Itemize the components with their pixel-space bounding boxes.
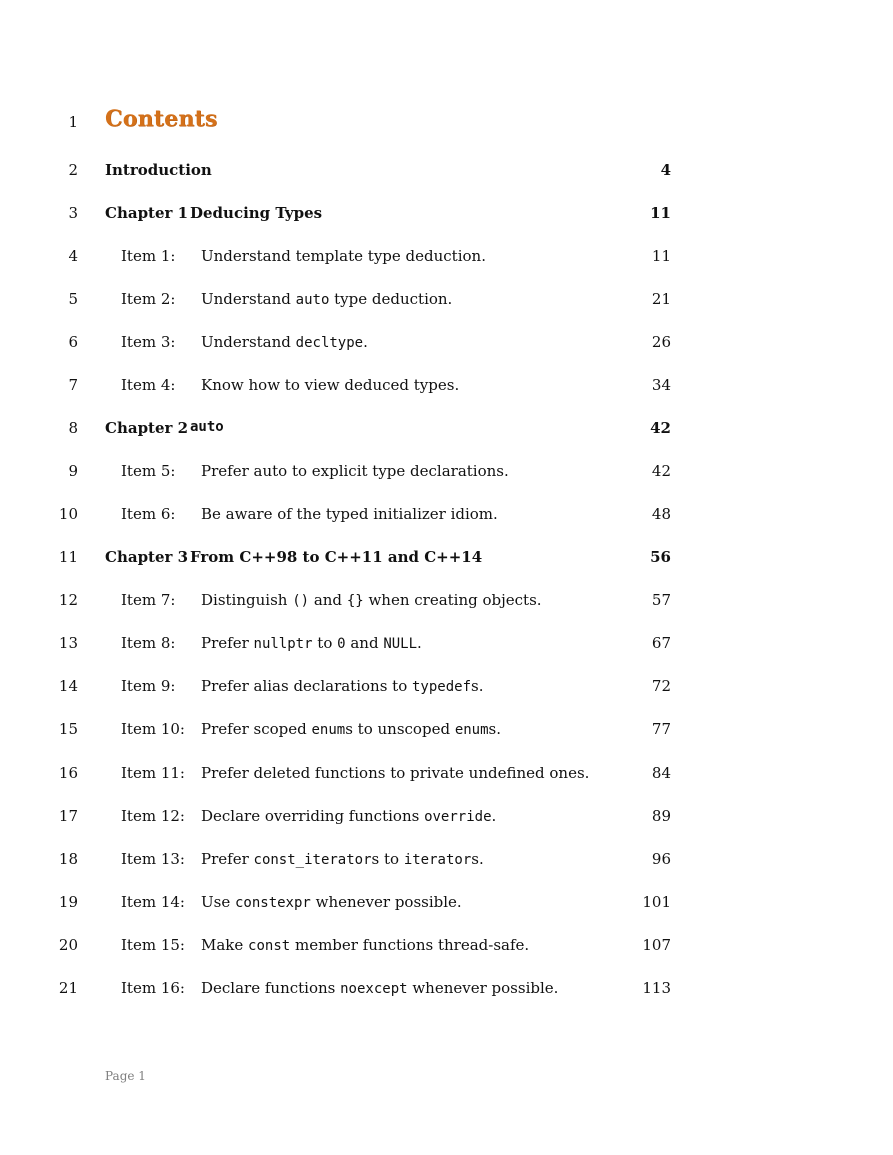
code-term: enum — [454, 722, 489, 738]
toc-item-title-link[interactable] — [201, 290, 452, 308]
item-text: type deduction. — [329, 290, 453, 308]
code-term: typedef — [412, 679, 472, 695]
item-text: Understand template type deduction. — [201, 247, 486, 265]
item-text: s to unscoped — [345, 720, 455, 738]
toc-introduction-link[interactable]: Introduction — [105, 161, 212, 179]
line-number: 21 — [58, 979, 78, 997]
item-text: s. — [471, 850, 484, 868]
toc-item-label: Item 12: — [121, 807, 185, 825]
item-text: Understand — [201, 333, 296, 351]
toc-item-title-link[interactable] — [201, 677, 483, 695]
code-term: const_iterator — [253, 852, 372, 868]
item-text: Declare functions — [201, 979, 341, 997]
code-term: decltype — [295, 335, 364, 351]
code-term: constexpr — [234, 895, 311, 911]
toc-page-number: 57 — [651, 591, 671, 609]
toc-page-number: 21 — [651, 290, 671, 308]
toc-page-number: 113 — [642, 979, 671, 997]
item-text: Prefer auto to explicit type declarations. — [201, 462, 509, 480]
toc-page-number: 26 — [651, 333, 671, 351]
toc-item-title-link[interactable] — [201, 936, 529, 954]
toc-item-label: Item 8: — [121, 634, 176, 652]
line-number: 7 — [68, 376, 78, 394]
item-text: Understand — [201, 290, 296, 308]
toc-chapter-title-link[interactable]: Deducing Types — [190, 204, 323, 222]
toc-item-title-link[interactable] — [201, 333, 368, 351]
toc-page-number: 48 — [651, 505, 671, 523]
page-footer: Page 1 — [105, 1069, 146, 1083]
line-number: 8 — [68, 419, 78, 437]
code-term: auto — [295, 292, 330, 308]
toc-page-number: 89 — [651, 807, 671, 825]
item-text: whenever possible. — [310, 893, 462, 911]
toc-page-number: 77 — [651, 720, 671, 738]
toc-item-label: Item 4: — [121, 376, 176, 394]
toc-item-label: Item 3: — [121, 333, 176, 351]
item-text: Prefer — [201, 850, 254, 868]
code-term: 0 — [337, 636, 346, 652]
toc-page-number: 96 — [651, 850, 671, 868]
line-number: 10 — [58, 505, 78, 523]
item-text: . — [417, 634, 422, 652]
contents-heading: Contents — [105, 106, 218, 132]
line-number: 17 — [58, 807, 78, 825]
line-number: 16 — [58, 764, 78, 782]
toc-item-label: Item 15: — [121, 936, 185, 954]
toc-page-number: 84 — [651, 764, 671, 782]
line-number: 11 — [58, 548, 78, 566]
item-text: Use — [201, 893, 235, 911]
line-number: 15 — [58, 720, 78, 738]
toc-item-label: Item 14: — [121, 893, 185, 911]
toc-item-title-link[interactable] — [201, 893, 462, 911]
code-term: {} — [346, 593, 364, 609]
item-text: and — [345, 634, 384, 652]
toc-item-title-link[interactable] — [201, 376, 459, 394]
item-text: member functions thread-safe. — [290, 936, 530, 954]
item-text: and — [309, 591, 347, 609]
toc-page-number: 67 — [651, 634, 671, 652]
code-term: iterator — [403, 852, 472, 868]
toc-item-title-link[interactable] — [201, 505, 498, 523]
toc-item-title-link[interactable] — [201, 764, 589, 782]
toc-chapter-label: Chapter 1 — [105, 204, 189, 222]
line-number: 12 — [58, 591, 78, 609]
toc-item-title-link[interactable] — [201, 979, 558, 997]
toc-page-number: 11 — [650, 204, 671, 222]
toc-item-label: Item 7: — [121, 591, 176, 609]
line-number: 19 — [58, 893, 78, 911]
toc-item-title-link[interactable] — [201, 462, 509, 480]
item-text: Know how to view deduced types. — [201, 376, 460, 394]
toc-item-title-link[interactable] — [201, 850, 484, 868]
item-text: Make — [201, 936, 249, 954]
code-term: override — [424, 809, 492, 825]
line-number: 1 — [68, 113, 78, 131]
item-text: Prefer alias declarations to — [201, 677, 412, 695]
code-term: () — [292, 593, 310, 609]
toc-item-label: Item 10: — [121, 720, 185, 738]
toc-item-title-link[interactable] — [201, 720, 501, 738]
toc-item-label: Item 1: — [121, 247, 176, 265]
item-text: s. — [471, 677, 484, 695]
toc-item-label: Item 13: — [121, 850, 185, 868]
toc-item-label: Item 16: — [121, 979, 185, 997]
item-text: Be aware of the typed initializer idiom. — [201, 505, 498, 523]
item-text: when creating objects. — [363, 591, 542, 609]
toc-item-label: Item 11: — [121, 764, 185, 782]
code-term: const — [248, 938, 291, 954]
code-term: enum — [311, 722, 346, 738]
line-number: 6 — [68, 333, 78, 351]
line-number: 9 — [68, 462, 78, 480]
toc-item-label: Item 2: — [121, 290, 176, 308]
toc-page-number: 72 — [651, 677, 671, 695]
item-text: Distinguish — [201, 591, 293, 609]
item-text: . — [363, 333, 368, 351]
toc-page-number: 4 — [660, 161, 671, 179]
toc-chapter-label: Chapter 3 — [105, 548, 189, 566]
item-text: to — [312, 634, 338, 652]
toc-page-number: 42 — [651, 462, 671, 480]
toc-page-number: 11 — [651, 247, 671, 265]
line-number: 4 — [68, 247, 78, 265]
toc-chapter-title-link[interactable]: From C++98 to C++11 and C++14 — [190, 548, 483, 566]
line-number: 18 — [58, 850, 78, 868]
line-number: 13 — [58, 634, 78, 652]
toc-item-label: Item 6: — [121, 505, 176, 523]
toc-page-number: 34 — [651, 376, 671, 394]
toc-item-label: Item 9: — [121, 677, 176, 695]
toc-item-title-link[interactable] — [201, 634, 422, 652]
item-text: s to — [371, 850, 404, 868]
toc-item-title-link[interactable] — [201, 591, 542, 609]
toc-item-title-link[interactable] — [201, 247, 486, 265]
toc-page-number: 101 — [642, 893, 671, 911]
line-number: 14 — [58, 677, 78, 695]
toc-item-label: Item 5: — [121, 462, 176, 480]
toc-chapter-label: Chapter 2 — [105, 419, 189, 437]
toc-item-title-link[interactable] — [201, 807, 496, 825]
line-number: 3 — [68, 204, 78, 222]
item-text: Prefer — [201, 634, 254, 652]
item-text: Prefer scoped — [201, 720, 312, 738]
item-text: whenever possible. — [407, 979, 559, 997]
toc-page-number: 42 — [650, 419, 671, 437]
toc-page-number: 56 — [650, 548, 671, 566]
item-text: Declare overriding functions — [201, 807, 425, 825]
item-text: . — [491, 807, 497, 825]
line-number: 2 — [68, 161, 78, 179]
item-text: Prefer deleted functions to private undefined ones. — [201, 764, 590, 782]
toc-page-number: 107 — [642, 936, 671, 954]
line-number: 20 — [58, 936, 78, 954]
toc-chapter-title-link[interactable]: auto — [190, 419, 224, 435]
code-term: NULL — [383, 636, 418, 652]
code-term: noexcept — [340, 981, 408, 997]
item-text: s. — [488, 720, 501, 738]
line-number: 5 — [68, 290, 78, 308]
code-term: nullptr — [253, 636, 313, 652]
